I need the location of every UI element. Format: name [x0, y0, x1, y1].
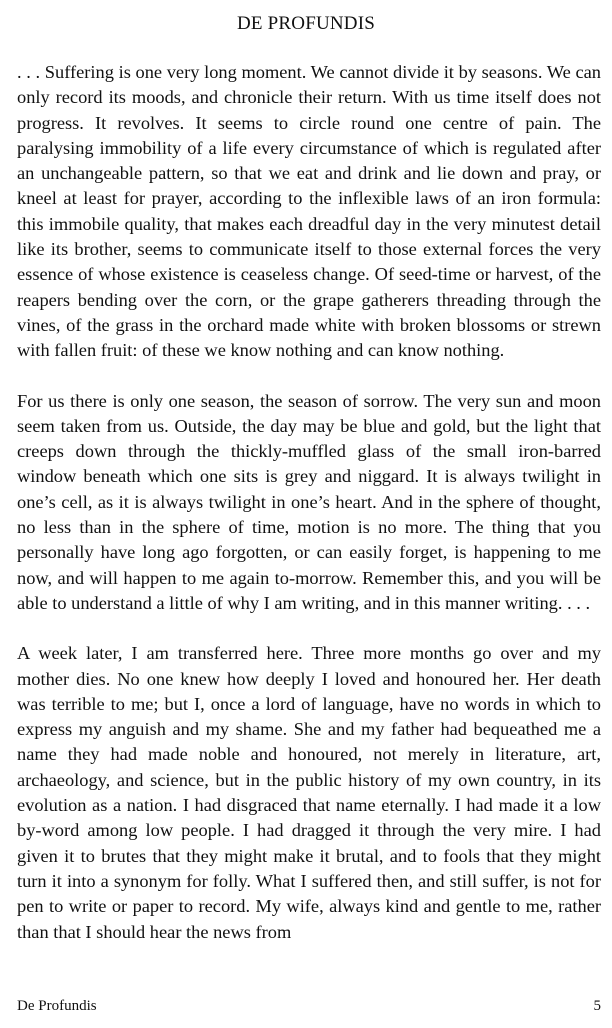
page-number: 5: [593, 998, 601, 1014]
paragraph: For us there is only one season, the season of sorrow. The very sun and moon seem taken from us. Outside, the day may be blue and gold, but the light that creeps down through the thickly-muffled glass of the small iron-barred window beneath which one sits is grey and niggard. It is always twilight in one’s cell, as it is always twilight in one’s heart. And in the sphere of thought, no less than in the sphere of time, motion is no more. The thing that you personally have long ago forgotten, or can easily forget, is happening to me now, and will happen to me again to-morrow. Remember this, and you will be able to understand a little of why I am writing, and in this manner writing. . . .: [17, 390, 601, 613]
running-head-title: DE PROFUNDIS: [236, 13, 376, 34]
footer-book-title: De Profundis: [17, 998, 97, 1014]
paragraph: A week later, I am transferred here. Three more months go over and my mother dies. No one knew how deeply I loved and honoured her. Her death was terrible to me; but I, once a lord of language, have no words in which to express my anguish and my shame. She and my father had bequeathed me a name they had made noble and honoured, not merely in literature, art, archaeology, and science, but in the public history of my own country, in its evolution as a nation. I had disgraced that name eternally. I had made it a low by-word among low people. I had dragged it through the very mire. I had given it to brutes that they might make it brutal, and to fools that they might turn it into a synonym for folly. What I suffered then, and still suffer, is not for pen to write or paper to record. My wife, always kind and gentle to me, rather than that I should hear the news from: [17, 643, 601, 942]
body-text: [17, 60, 601, 970]
paragraph: . . . Suffering is one very long moment. We cannot divide it by seasons. We can only record its moods, and chronicle their return. With us time itself does not progress. It revolves. It seems to circle round one centre of pain. The paralysing immobility of a life every circumstance of which is regulated after an unchangeable pattern, so that we eat and drink and lie down and pray, or kneel at least for prayer, according to the inflexible laws of an iron formula: this immobile quality, that makes each dreadful day in the very minutest detail like its brother, seems to communicate itself to those external forces the very essence of whose existence is ceaseless change. Of seed-time or harvest, of the reapers bending over the corn, or the grape gatherers threading through the vines, of the grass in the orchard made white with broken blossoms or strewn with fallen fruit: of these we know nothing and can know nothing.: [17, 62, 601, 361]
